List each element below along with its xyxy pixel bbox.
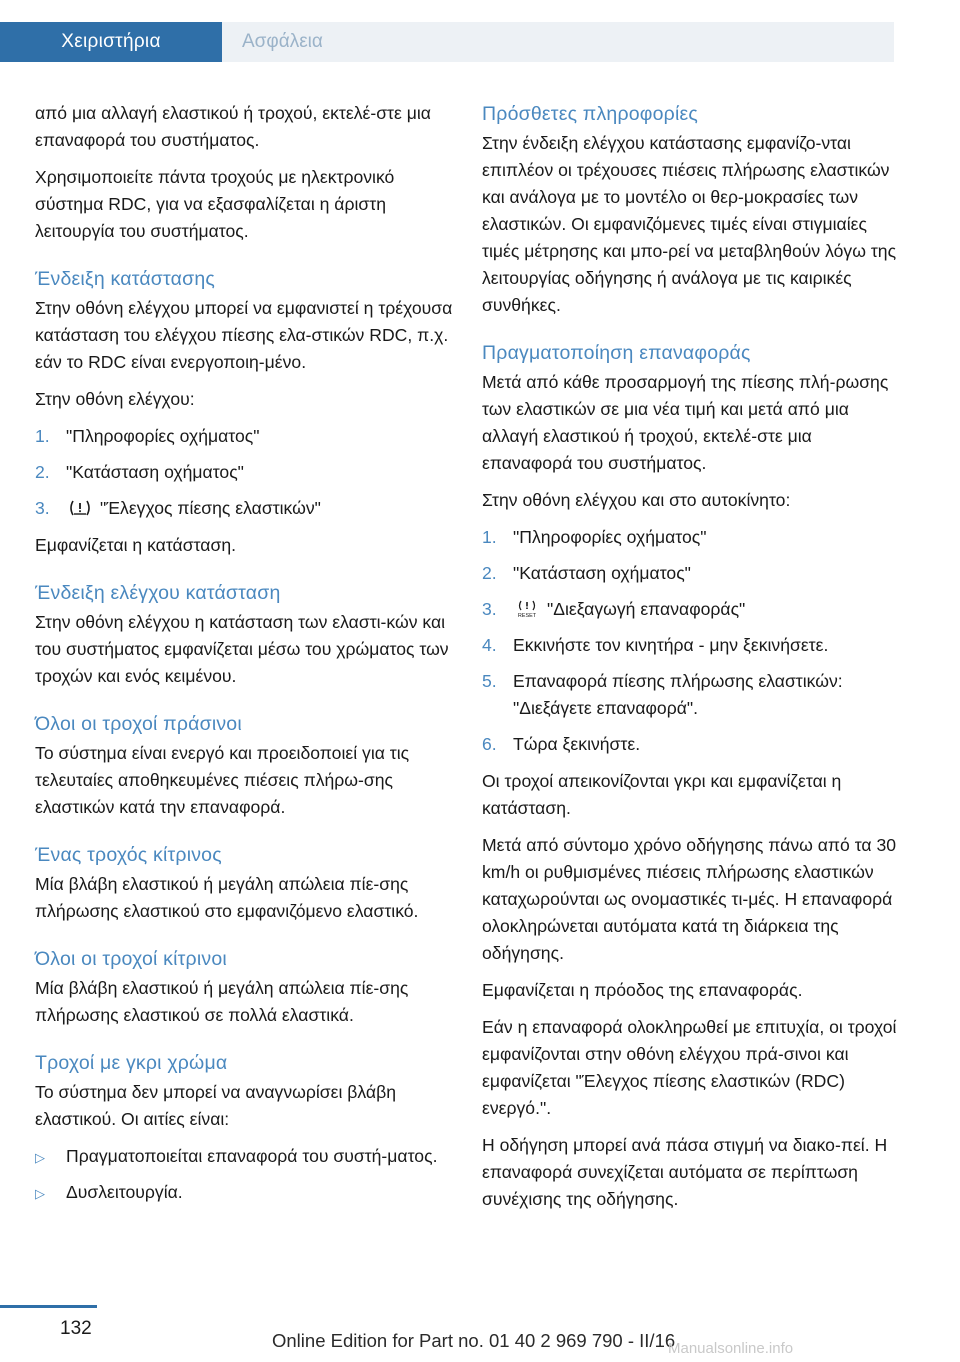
step-text: "Κατάσταση οχήματος" — [66, 462, 244, 482]
paragraph: Στην οθόνη ελέγχου και στο αυτοκίνητο: — [482, 490, 791, 510]
paragraph: Μετά από σύντομο χρόνο οδήγησης πάνω από τα 30 km/h οι ρυθμισμένες πιέσεις πλήρωσης ελαστικών καταχωρούνται ως ονομαστικές τι‐μές. Η επαναφορά ολοκληρώνεται αυτόματα κατά τη διάρκεια της οδήγησης. — [482, 835, 897, 963]
bullet-text: Δυσλειτουργία. — [66, 1182, 183, 1202]
bullet-text: Πραγματοποιείται επαναφορά του συστή‐ματος. — [66, 1146, 438, 1166]
list-item — [35, 1143, 455, 1170]
section-heading-grey: Τροχοί με γκρι χρώμα — [35, 1052, 228, 1074]
list-item — [35, 423, 455, 450]
paragraph: Το σύστημα είναι ενεργό και προειδοποιεί για τις τελευταίες αποθηκευμένες πιέσεις πλήρω‐σης ελαστικών κατά την επαναφορά. — [35, 743, 410, 817]
steps-list — [35, 423, 455, 522]
step-number: 3. — [35, 498, 50, 518]
section-heading-all-green: Όλοι οι τροχοί πράσινοι — [35, 713, 242, 735]
list-item — [35, 459, 455, 486]
section-heading-status: Ένδειξη κατάστασης — [35, 268, 216, 290]
page-header — [0, 0, 960, 62]
paragraph: Στην οθόνη ελέγχου μπορεί να εμφανιστεί η τρέχουσα κατάσταση του ελέγχου πίεσης ελα‐στικών RDC, π.χ. εάν το RDC είναι ενεργοποιη‐μένο. — [35, 298, 453, 372]
step-text: "Κατάσταση οχήματος" — [513, 563, 691, 583]
bullet-list — [35, 1143, 455, 1206]
section-heading-check: Ένδειξη ελέγχου κατάσταση — [35, 582, 281, 604]
section-heading-reset: Πραγματοποίηση επαναφοράς — [482, 342, 751, 364]
section-tab-safety[interactable]: Ασφάλεια — [222, 22, 894, 62]
list-item — [482, 596, 902, 623]
left-column — [35, 100, 455, 1216]
paragraph: Εμφανίζεται η πρόοδος της επαναφοράς. — [482, 980, 803, 1000]
paragraph: Μία βλάβη ελαστικού ή μεγάλη απώλεια πίε‐σης πλήρωσης ελαστικού στο εμφανιζόμενο ελαστικό. — [35, 874, 419, 921]
step-number: 4. — [482, 635, 497, 655]
paragraph: Οι τροχοί απεικονίζονται γκρι και εμφανίζεται η κατάσταση. — [482, 771, 842, 818]
watermark: Manualsonline.info — [668, 1340, 794, 1357]
step-text: "Έλεγχος πίεσης ελαστικών" — [100, 498, 321, 518]
paragraph: από μια αλλαγή ελαστικού ή τροχού, εκτελέ‐στε μια επαναφορά του συστήματος. — [35, 103, 431, 150]
list-item — [482, 668, 902, 722]
step-text: Επαναφορά πίεσης πλήρωσης ελαστικών: "Διεξάγετε επαναφορά". — [513, 671, 843, 718]
list-item — [35, 1179, 455, 1206]
paragraph: Στην οθόνη ελέγχου η κατάσταση των ελαστι‐κών και του συστήματος εμφανίζεται μέσω του χρώματος των τροχών και ενός κειμένου. — [35, 612, 449, 686]
paragraph: Χρησιμοποιείτε πάντα τροχούς με ηλεκτρονικό σύστημα RDC, για να εξασφαλίζεται η άριστη λειτουργία του συστήματος. — [35, 167, 395, 241]
section-tab-controls[interactable]: Χειριστήρια — [0, 22, 222, 62]
step-text: "Διεξαγωγή επαναφοράς" — [547, 599, 746, 619]
paragraph: Εμφανίζεται η κατάσταση. — [35, 535, 236, 555]
step-text: "Πληροφορίες οχήματος" — [66, 426, 260, 446]
step-text: Τώρα ξεκινήστε. — [513, 734, 641, 754]
step-number: 6. — [482, 734, 497, 754]
paragraph: Στην οθόνη ελέγχου: — [35, 389, 195, 409]
step-number: 5. — [482, 671, 497, 691]
list-item — [482, 731, 902, 758]
list-item — [482, 560, 902, 587]
triangle-bullet-icon: ▷ — [35, 1150, 45, 1165]
list-item — [482, 632, 902, 659]
paragraph: Εάν η επαναφορά ολοκληρωθεί με επιτυχία, οι τροχοί εμφανίζονται στην οθόνη ελέγχου πρά‐σινοι και εμφανίζεται "Έλεγχος πίεσης ελαστικών (RDC) ενεργό.". — [482, 1017, 897, 1118]
step-text: "Πληροφορίες οχήματος" — [513, 527, 707, 547]
tire-reset-icon — [513, 599, 541, 617]
svg-text:RESET: RESET — [517, 613, 537, 618]
step-number: 2. — [482, 563, 497, 583]
right-column — [482, 100, 902, 1223]
section-heading-info: Πρόσθετες πληροφορίες — [482, 103, 698, 125]
step-number: 1. — [35, 426, 50, 446]
paragraph: Μία βλάβη ελαστικού ή μεγάλη απώλεια πίε‐σης πλήρωσης ελαστικού σε πολλά ελαστικά. — [35, 978, 409, 1025]
tire-pressure-warning-icon — [66, 498, 94, 516]
edition-note: Online Edition for Part no. 01 40 2 969 790 - II/16 — [272, 1330, 676, 1351]
section-heading-one-yellow: Ένας τροχός κίτρινος — [35, 844, 222, 866]
triangle-bullet-icon: ▷ — [35, 1186, 45, 1201]
step-number: 2. — [35, 462, 50, 482]
paragraph: Μετά από κάθε προσαρμογή της πίεσης πλή‐ρωσης των ελαστικών σε μια νέα τιμή και μετά από μια αλλαγή ελαστικού ή τροχού, εκτελέ‐στε μια επαναφορά του συστήματος. — [482, 372, 889, 473]
reset-steps-list — [482, 524, 902, 758]
paragraph: Το σύστημα δεν μπορεί να αναγνωρίσει βλάβη ελαστικού. Οι αιτίες είναι: — [35, 1082, 397, 1129]
step-number: 1. — [482, 527, 497, 547]
step-number: 3. — [482, 599, 497, 619]
paragraph: Η οδήγηση μπορεί ανά πάσα στιγμή να διακο‐πεί. Η επαναφορά συνεχίζεται αυτόματα σε περίπτωση συνέχισης της οδήγησης. — [482, 1135, 888, 1209]
list-item — [35, 495, 455, 522]
page-number: 132 — [60, 1318, 92, 1339]
footer-rule — [0, 1305, 97, 1308]
section-heading-all-yellow: Όλοι οι τροχοί κίτρινοι — [35, 948, 227, 970]
list-item — [482, 524, 902, 551]
paragraph: Στην ένδειξη ελέγχου κατάστασης εμφανίζο‐νται επιπλέον οι τρέχουσες πιέσεις πλήρωσης ελαστικών και ανάλογα με το μοντέλο οι θερ‐μοκρασίες των ελαστικών. Οι εμφανιζόμενες τιμές είναι στιγμιαίες τιμές μέτρησης και μπο‐ρεί να μεταβληθούν λόγω της λειτουργίας οδήγησης ή ανάλογα με τις καιρικές συνθήκες. — [482, 133, 897, 315]
step-text: Εκκινήστε τον κινητήρα - μην ξεκινήσετε. — [513, 635, 829, 655]
